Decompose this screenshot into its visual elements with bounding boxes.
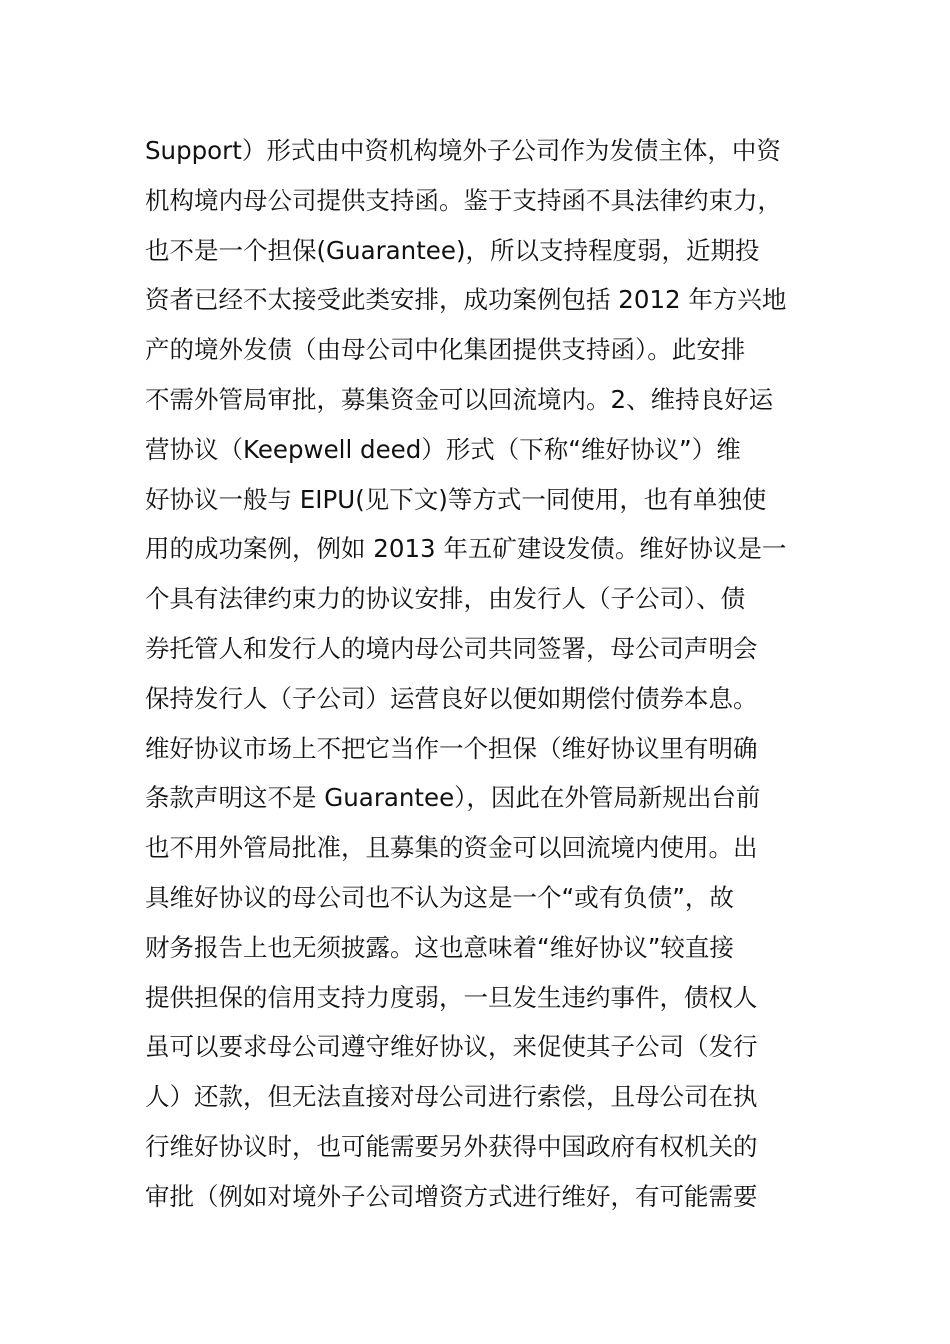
text-line: 个具有法律约束力的协议安排，由发行人（子公司）、债 <box>145 584 746 614</box>
text-line: Support）形式由中资机构境外子公司作为发债主体，中资 <box>145 136 781 165</box>
text-line: 券托管人和发行人的境内母公司共同签署，母公司声明会 <box>145 633 758 663</box>
text-line: 人）还款，但无法直接对母公司进行索偿，且母公司在执 <box>145 1082 758 1112</box>
text-line: 行维好协议时，也可能需要另外获得中国政府有权机关的 <box>145 1131 758 1161</box>
text-line: 维好协议市场上不把它当作一个担保（维好协议里有明确 <box>145 733 758 763</box>
text-line: 财务报告上也无须披露。这也意味着“维好协议”较直接 <box>145 932 734 962</box>
text-line: 机构境内母公司提供支持函。鉴于支持函不具法律约束力， <box>145 185 782 215</box>
text-line: 好协议一般与 EIPU(见下文)等方式一同使用，也有单独使 <box>145 484 767 514</box>
text-line: 用的成功案例，例如 2013 年五矿建设发债。维好协议是一 <box>145 534 787 564</box>
text-line: 也不是一个担保(Guarantee)，所以支持程度弱，近期投 <box>145 235 760 265</box>
text-line: 条款声明这不是 Guarantee），因此在外管局新规出台前 <box>145 783 761 813</box>
text-line: 具维好协议的母公司也不认为这是一个“或有负债”，故 <box>145 882 734 912</box>
text-line: 保持发行人（子公司）运营良好以便如期偿付债券本息。 <box>145 683 758 713</box>
text-line: 也不用外管局批准，且募集的资金可以回流境内使用。出 <box>145 833 758 863</box>
text-line: 不需外管局审批，募集资金可以回流境内。2、维持良好运 <box>145 384 774 414</box>
body-paragraph <box>145 126 825 1222</box>
text-line: 提供担保的信用支持力度弱，一旦发生违约事件，债权人 <box>145 982 758 1012</box>
text-line: 资者已经不太接受此类安排，成功案例包括 2012 年方兴地 <box>145 285 787 315</box>
text-line: 审批（例如对境外子公司增资方式进行维好，有可能需要 <box>145 1181 758 1211</box>
text-line: 营协议（Keepwell deed）形式（下称“维好协议”）维 <box>145 434 741 464</box>
text-line: 虽可以要求母公司遵守维好协议，来促使其子公司（发行 <box>145 1032 758 1062</box>
text-line: 产的境外发债（由母公司中化集团提供支持函）。此安排 <box>145 335 746 365</box>
